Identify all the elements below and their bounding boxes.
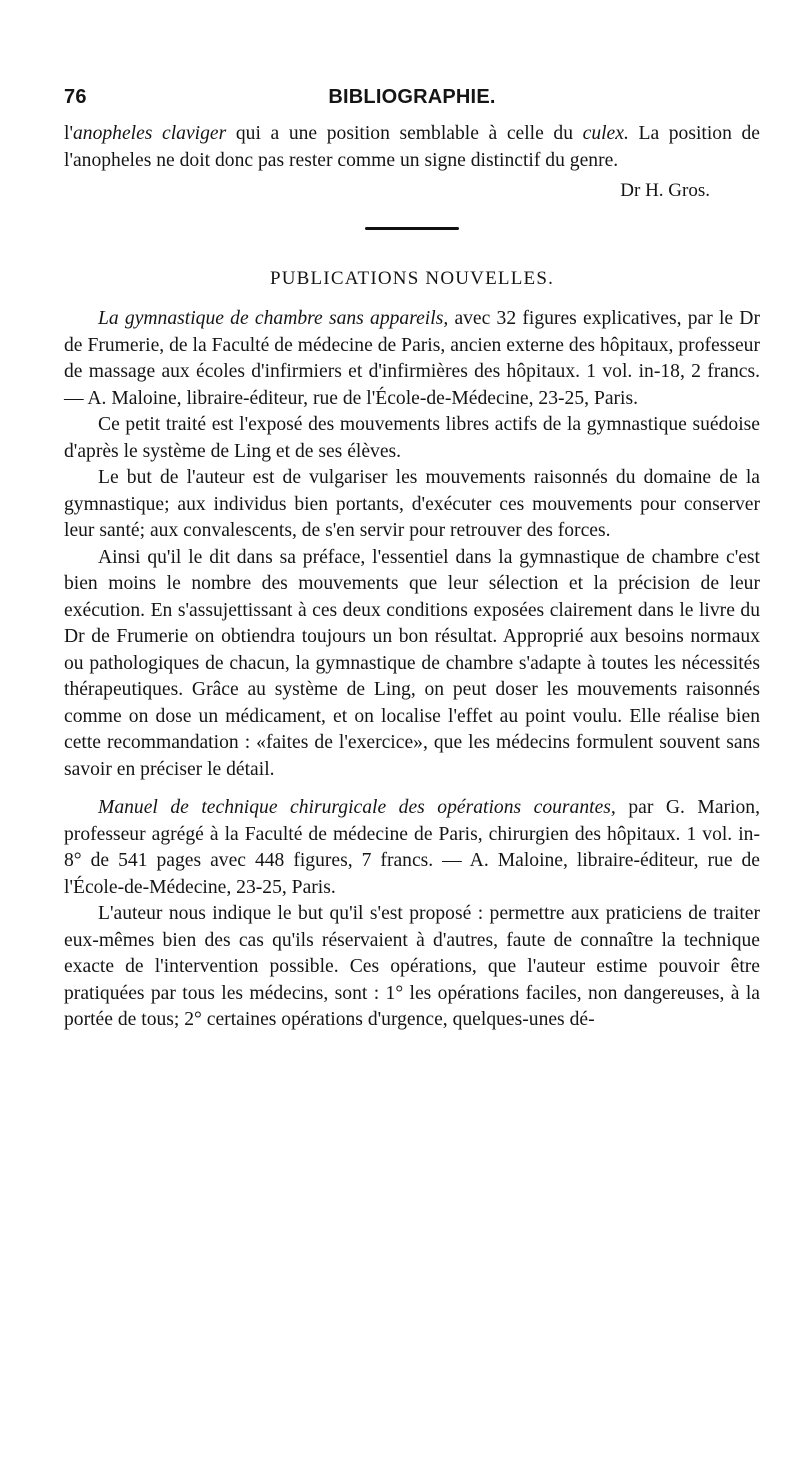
section-divider [365,227,459,230]
review-2-title: Manuel de technique chirurgicale des opérations courantes, [98,797,616,818]
author-signature: Dr H. Gros. [620,180,710,201]
review-1-title: La gymnastique de chambre sans appareils, [98,308,449,329]
review-1-paragraph-2: Le but de l'auteur est de vulgariser les mouvements raisonnés du domaine de la gymnastique; aux individus bien portants, d'exécuter ces mouvements pour conserver leur santé; aux convalescents, de s'en servir pour retrouver des forces. [64,467,760,541]
page-number: 76 [64,86,87,108]
review-2-citation: Manuel de technique chirurgicale des opérations courantes, par G. Marion, professeur agrégé à la Faculté de médecine de Paris, chirurgien des hôpitaux. 1 vol. in-8° de 541 pages avec 448 figures, 7 francs. — A. Maloine, libraire-éditeur, rue de l'École-de-Médecine, 23-25, Paris. [64,797,760,898]
intro-paragraph: l'anopheles claviger qui a une position semblable à celle du culex. La position de l'anopheles ne doit donc pas rester comme un signe distinctif du genre. [64,123,760,171]
review-1-citation: La gymnastique de chambre sans appareils, avec 32 figures explicatives, par le Dr de Frumerie, de la Faculté de médecine de Paris, ancien externe des hôpitaux, professeur de massage aux écoles d'infirmiers et d'infirmières des hôpitaux. 1 vol. in-18, 2 francs. — A. Maloine, libraire-éditeur, rue de l'École-de-Médecine, 23-25, Paris. [64,308,760,409]
article-body [64,121,760,1034]
genus-name: culex. [582,123,629,144]
review-2-paragraph-1: L'auteur nous indique le but qu'il s'est proposé : permettre aux praticiens de traiter eux-mêmes bien des cas qu'ils réservaient à d'autres, faute de connaître la technique exacte de l'intervention possible. Ces opérations, que l'auteur estime pouvoir être pratiquées par tous les médecins, sont : 1° les opérations faciles, non dangereuses, à la portée de tous; 2° certaines opérations d'urgence, quelques-unes dé- [64,903,760,1030]
running-title: BIBLIOGRAPHIE. [328,86,496,108]
review-1-paragraph-3: Ainsi qu'il le dit dans sa préface, l'essentiel dans la gymnastique de chambre c'est bien moins le nombre des mouvements que leur sélection et la précision de leur exécution. En s'assujettissant à ces deux conditions exposées clairement dans le livre du Dr de Frumerie on obtiendra toujours un bon résultat. Approprié aux besoins normaux ou pathologiques de chacun, la gymnastique de chambre s'adapte à toutes les nécessités thérapeutiques. Grâce au système de Ling, on peut doser les mouvements raisonnés comme on dose un médicament, et on localise l'effet au point voulu. Elle réalise bien cette recommandation : «faites de l'exercice», que les médecins formulent souvent sans savoir en préciser le détail. [64,546,760,780]
page [64,86,760,1034]
section-title: PUBLICATIONS NOUVELLES. [269,267,555,289]
running-header [64,86,760,109]
species-name: anopheles claviger [72,123,227,144]
review-1-paragraph-1: Ce petit traité est l'exposé des mouvements libres actifs de la gymnastique suédoise d'après le système de Ling et de ses élèves. [64,414,760,462]
